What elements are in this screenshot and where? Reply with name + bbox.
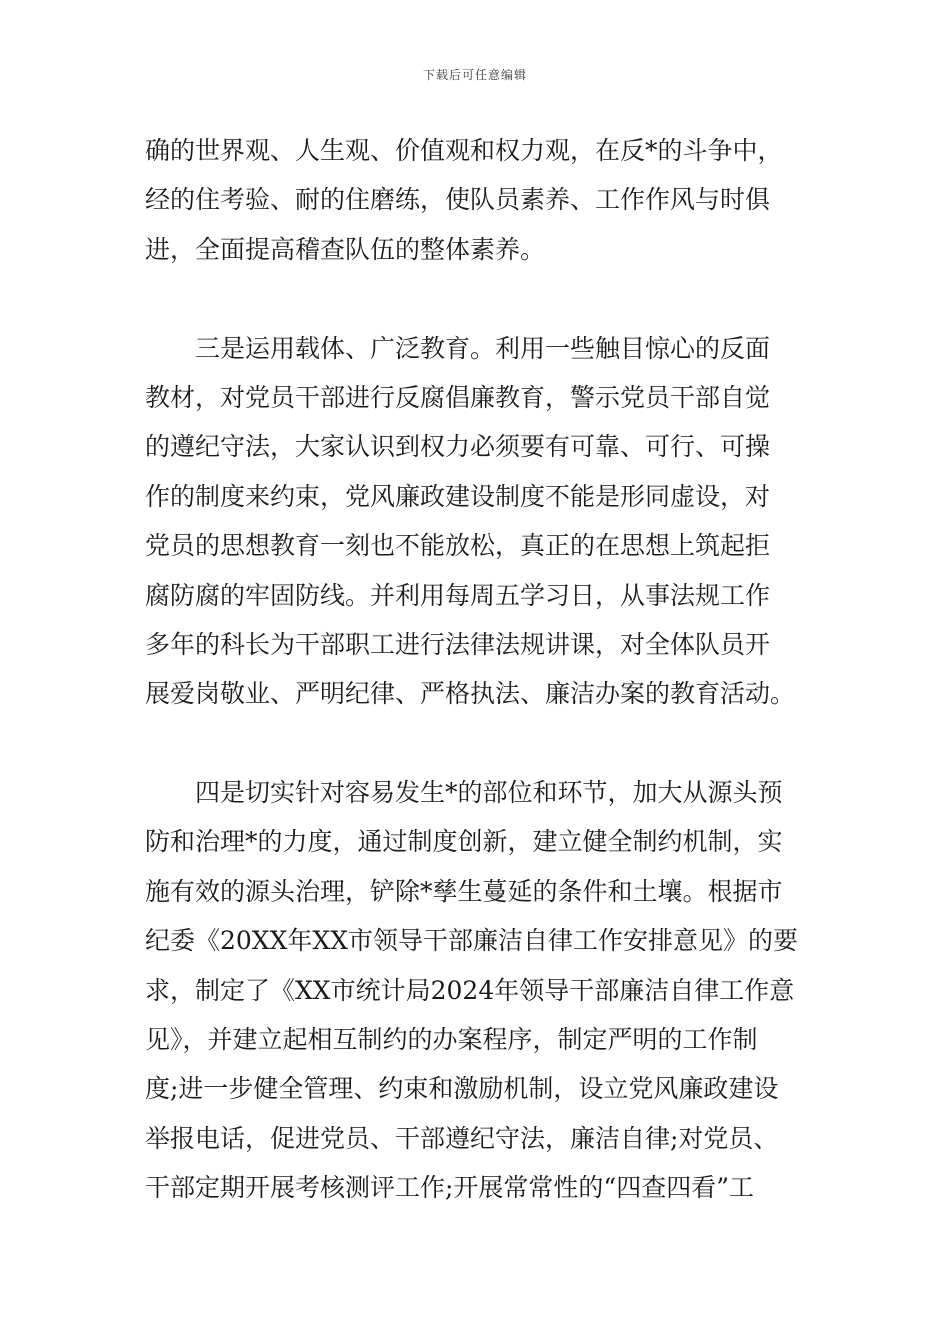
- header-note: 下载后可任意编辑: [422, 68, 527, 82]
- text-line: 的遵纪守法，大家认识到权力必须要有可靠、可行、可操: [145, 432, 771, 462]
- text-line: 四是切实针对容易发生*的部位和环节，加大从源头预: [145, 778, 783, 808]
- text-line: 举报电话，促进党员、干部遵纪守法，廉洁自律;对党员、: [145, 1123, 779, 1153]
- text-line: 教材，对党员干部进行反腐倡廉教育，警示党员干部自觉: [145, 382, 771, 412]
- text-line: 求，制定了《XX市统计局2024年领导干部廉洁自律工作意: [145, 975, 795, 1005]
- text-line: 防和治理*的力度，通过制度创新，建立健全制约机制，实: [145, 827, 783, 857]
- text-line: 展爱岗敬业、严明纪律、严格执法、廉洁办案的教育活动。: [145, 679, 796, 709]
- text-line: 多年的科长为干部职工进行法律法规讲课，对全体队员开: [145, 629, 771, 659]
- text-line: 干部定期开展考核测评工作;开展常常性的“四查四看”工: [145, 1173, 754, 1203]
- paragraph-2: [145, 324, 810, 719]
- text-line: 腐防腐的牢固防线。并利用每周五学习日，从事法规工作: [145, 580, 771, 610]
- document-body: [145, 126, 810, 1213]
- text-line: 确的世界观、人生观、价值观和权力观，在反*的斗争中，: [145, 136, 783, 165]
- paragraph-1: [145, 126, 810, 274]
- text-line: 施有效的源头治理，铲除*孳生蔓延的条件和土壤。根据市: [145, 876, 783, 906]
- text-line: 经的住考验、耐的住磨练，使队员素养、工作作风与时俱: [145, 185, 771, 215]
- text-line: 度;进一步健全管理、约束和激励机制，设立党风廉政建设: [145, 1074, 779, 1104]
- text-line: 三是运用载体、广泛教育。利用一些触目惊心的反面: [145, 333, 771, 363]
- paragraph-spacer: [145, 274, 810, 323]
- text-line: 纪委《20XX年XX市领导干部廉洁自律工作安排意见》的要: [145, 926, 799, 956]
- text-line: 见》，并建立起相互制约的办案程序，制定严明的工作制: [145, 1025, 758, 1055]
- text-line: 进，全面提高稽查队伍的整体素养。: [145, 234, 546, 264]
- paragraph-3: [145, 768, 810, 1213]
- paragraph-spacer: [145, 719, 810, 768]
- text-line: 党员的思想教育一刻也不能放松，真正的在思想上筑起拒: [145, 531, 771, 561]
- text-line: 作的制度来约束，党风廉政建设制度不能是形同虚设，对: [145, 481, 771, 511]
